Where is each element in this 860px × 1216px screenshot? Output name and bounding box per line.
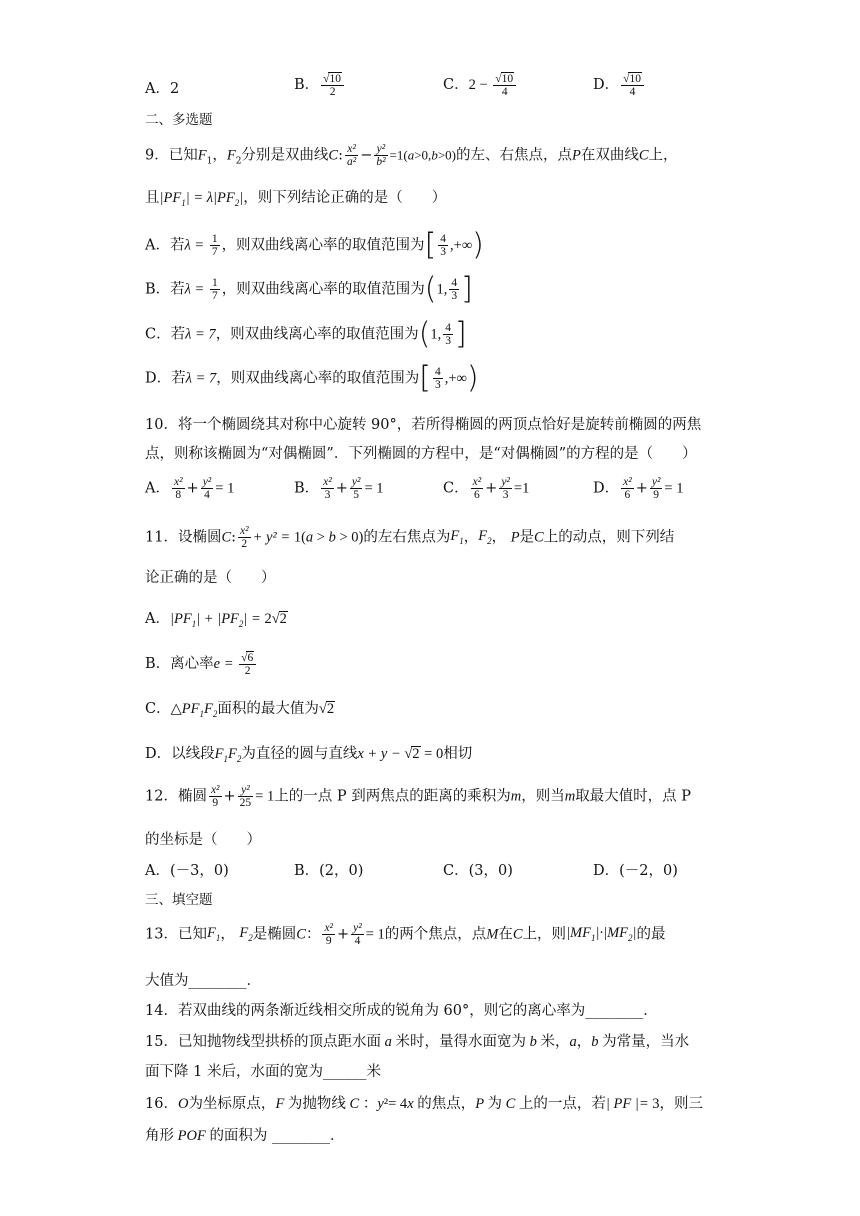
q12-option-c: C．(3，0) (443, 863, 513, 879)
q8-option-a: A．2 (145, 81, 180, 97)
q9-option-c: C．若λ = 7，则双曲线离心率的取值范围为(1, $\frac{4}{3}$ ] (145, 316, 467, 352)
q15-stem-line2: 面下降 1 米后，水面的宽为______米 (145, 1064, 381, 1080)
q9-option-b: B．若λ = $\frac{1}{7}$ ，则双曲线离心率的取值范围为(1, $\frac{4}{3}$ ] (145, 271, 473, 307)
q8-option-c: C．2 − $\frac{√10}{4}$ (443, 72, 518, 98)
q10-option-d: D． $\frac{\text{x²}}{6}$ + $\frac{\text{y²}}{9}$ = 1 (593, 476, 684, 502)
q15-stem-line1: 15．已知抛物线型拱桥的顶点距水面 a 米时，量得水面宽为 b 米，a，b 为常量，当水 (145, 1034, 690, 1050)
q11-stem-line1: 11．设椭圆C: $\frac{\text{x²}}{2}$ + y² = 1(a > b > 0)的左右焦点为$F_1$，$F_2$， P是C上的动点，则下列结 (145, 525, 675, 551)
q12-option-a: A．(－3，0) (145, 863, 229, 879)
section-fill-in: 三、填空题 (145, 892, 213, 908)
q9-stem-line1: 9．已知$F_1$，$F_2$分别是双曲线C: $\frac{\text{x²}}{\text{a²}}$ − $\frac{\text{y²}}{\text{b²}}$ =1(a>0,b>0)的左、右焦点，点P在双曲线C上， (145, 143, 678, 169)
q9-option-d: D．若λ = 7，则双曲线离心率的取值范围为[ $\frac{4}{3}$ ,+∞) (145, 360, 479, 396)
q12-option-d: D．(－2，0) (593, 863, 678, 879)
q11-option-d: D．以线段$F_1F_2$为直径的圆与直线x + y − √2 = 0相切 (145, 746, 473, 764)
q16-stem-line2: 角形 POF 的面积为 ________． (145, 1128, 345, 1144)
q10-stem-line2: 点，则称该椭圆为“对偶椭圆”．下列椭圆的方程中，是“对偶椭圆”的方程的是（ ） (145, 446, 697, 462)
q10-option-b: B． $\frac{\text{x²}}{3}$ + $\frac{\text{y²}}{5}$ = 1 (294, 476, 384, 502)
q9-option-a: A．若λ = $\frac{1}{7}$ ，则双曲线离心率的取值范围为[ $\frac{4}{3}$ ,+∞) (145, 227, 484, 263)
q13-stem-line1: 13．已知$F_1$， $F_2$是椭圆C： $\frac{\text{x²}}{9}$ + $\frac{\text{y²}}{4}$ = 1的两个焦点，点M在C上，则$|MF_1|\cdot|MF_2|$的最 (145, 922, 666, 948)
q8-option-d: D． $\frac{√10}{4}$ (593, 72, 646, 98)
q11-option-c: C．$\triangle PF_1F_2$面积的最大值为√2 (145, 701, 335, 719)
q10-option-a: A． $\frac{\text{x²}}{8}$ + $\frac{\text{y²}}{4}$ = 1 (145, 476, 235, 502)
q14-stem: 14．若双曲线的两条渐近线相交所成的锐角为 60°，则它的离心率为________． (145, 1003, 658, 1019)
q12-option-b: B．(2，0) (294, 863, 364, 879)
q9-stem-line2: 且$|PF_1| = \lambda|PF_2|$，则下列结论正确的是（ ） (145, 190, 447, 208)
q12-stem-line1: 12．椭圆 $\frac{\text{x²}}{9}$ + $\frac{\text{y²}}{25}$ = 1上的一点 P 到两焦点的距离的乘积为m，则当m取最大值时，点 P (145, 784, 692, 810)
q8-option-b: B． $\frac{√10}{2}$ (294, 72, 346, 98)
q10-option-c: C． $\frac{\text{x²}}{6}$ + $\frac{\text{y²}}{3}$ =1 (443, 476, 530, 502)
q12-stem-line2: 的坐标是（ ） (145, 832, 261, 848)
q11-option-a: A．$|PF_1| + |PF_2| = 2√2$ (145, 611, 287, 629)
q11-option-b: B．离心率e = $\frac{√6}{2}$ (145, 651, 258, 677)
section-multiple-choice: 二、多选题 (145, 112, 213, 128)
q11-stem-line2: 论正确的是（ ） (145, 570, 276, 586)
q16-stem-line1: 16．O为坐标原点，F 为抛物线 C ：y²= 4x 的焦点，P 为 C 上的一点，若| PF |= 3，则三 (145, 1096, 704, 1112)
q10-stem-line1: 10．将一个椭圆绕其对称中心旋转 90°，若所得椭圆的两顶点恰好是旋转前椭圆的两焦 (145, 417, 702, 433)
q13-stem-line2: 大值为________． (145, 973, 261, 989)
